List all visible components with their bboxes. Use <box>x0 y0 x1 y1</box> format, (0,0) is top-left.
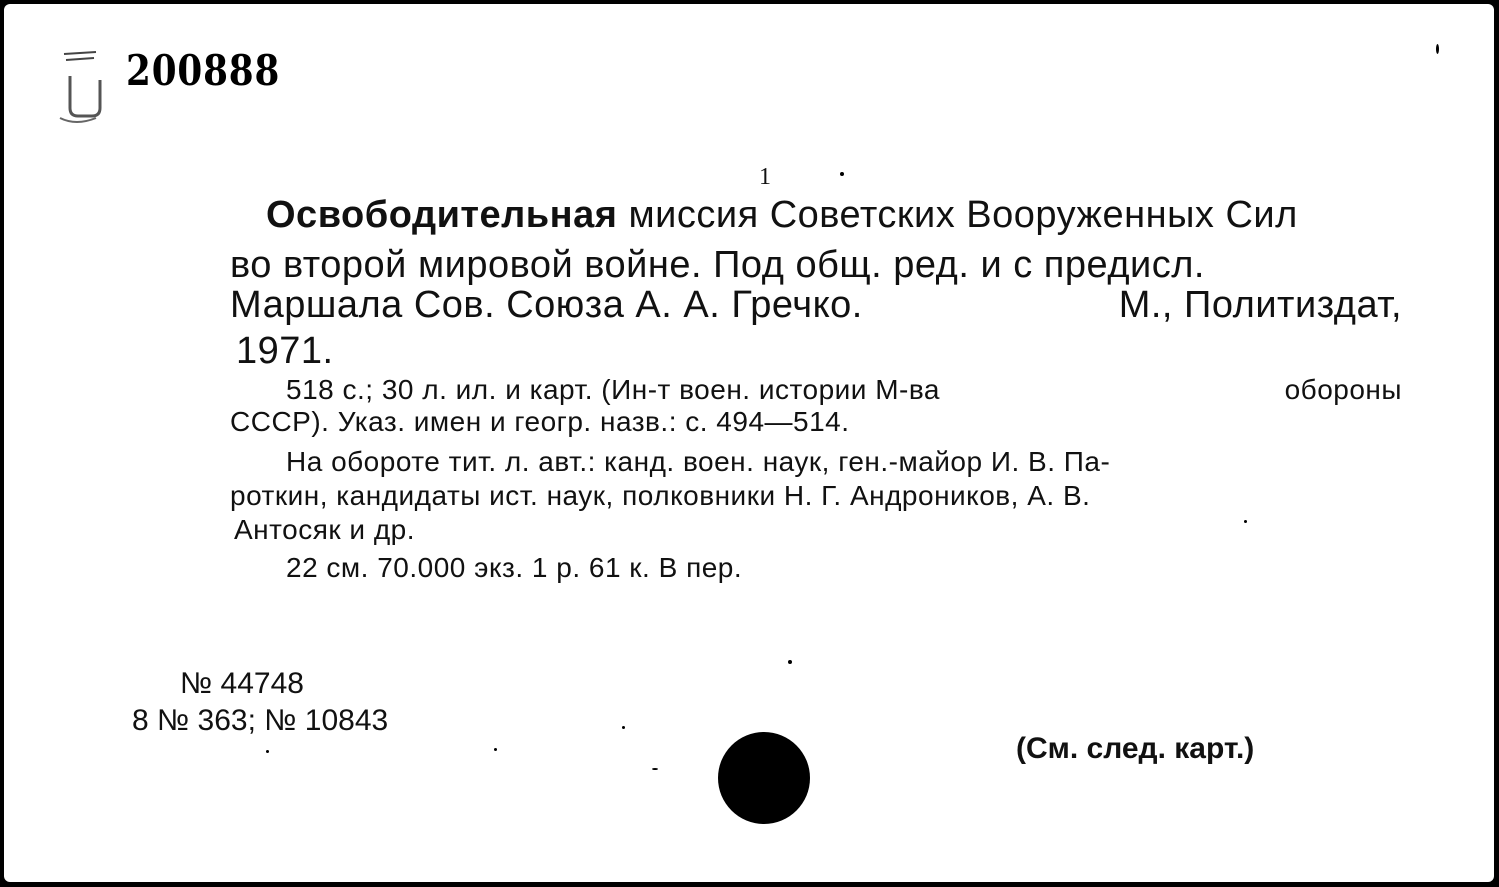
ink-speck <box>622 726 625 729</box>
ink-speck <box>494 748 497 751</box>
description-line-1-right: обороны <box>1284 374 1402 405</box>
title-line-1 <box>266 194 1298 237</box>
ink-speck <box>840 172 844 176</box>
title-line-3 <box>230 284 1402 327</box>
title-line-3-left: Маршала Сов. Союза А. А. Гречко. <box>230 284 863 326</box>
description-line-2: СССР). Указ. имен и геогр. назв.: с. 494—514. <box>230 406 850 437</box>
title-year: 1971. <box>236 330 334 372</box>
description-line-5: Антосяк и др. <box>234 514 416 545</box>
continuation-note: (См. след. карт.) <box>1016 732 1255 765</box>
title-line-1-rest: миссия Советских Вооруженных Сил <box>617 194 1298 236</box>
library-stamp-icon <box>56 46 110 124</box>
registration-line-2: 8 № 363; № 10843 <box>132 704 389 737</box>
description-line-4: роткин, кандидаты ист. наук, полковники Н. Г. Андроников, А. В. <box>230 480 1091 511</box>
ink-speck <box>266 750 269 753</box>
title-line-2: во второй мировой войне. Под общ. ред. и с предисл. <box>230 244 1205 286</box>
catalog-number: 200888 <box>126 46 281 95</box>
card-index-number: 1 <box>759 164 771 190</box>
description-line-6: 22 см. 70.000 экз. 1 р. 61 к. В пер. <box>286 552 743 583</box>
ink-speck <box>1436 44 1439 54</box>
description-line-1 <box>286 374 1402 406</box>
description-line-3: На обороте тит. л. авт.: канд. воен. наук, ген.-майор И. В. Па- <box>286 446 1111 477</box>
title-bold-word: Освободительная <box>266 194 618 236</box>
title-line-3-right: М., Политиздат, <box>1118 284 1402 326</box>
ink-speck <box>652 768 658 770</box>
ink-speck <box>788 660 792 664</box>
punch-hole <box>718 732 810 824</box>
registration-line-1: № 44748 <box>180 667 304 700</box>
catalog-card <box>4 4 1494 882</box>
description-line-1-left: 518 с.; 30 л. ил. и карт. (Ин-т воен. истории М-ва <box>286 374 940 405</box>
ink-speck <box>1244 520 1247 523</box>
